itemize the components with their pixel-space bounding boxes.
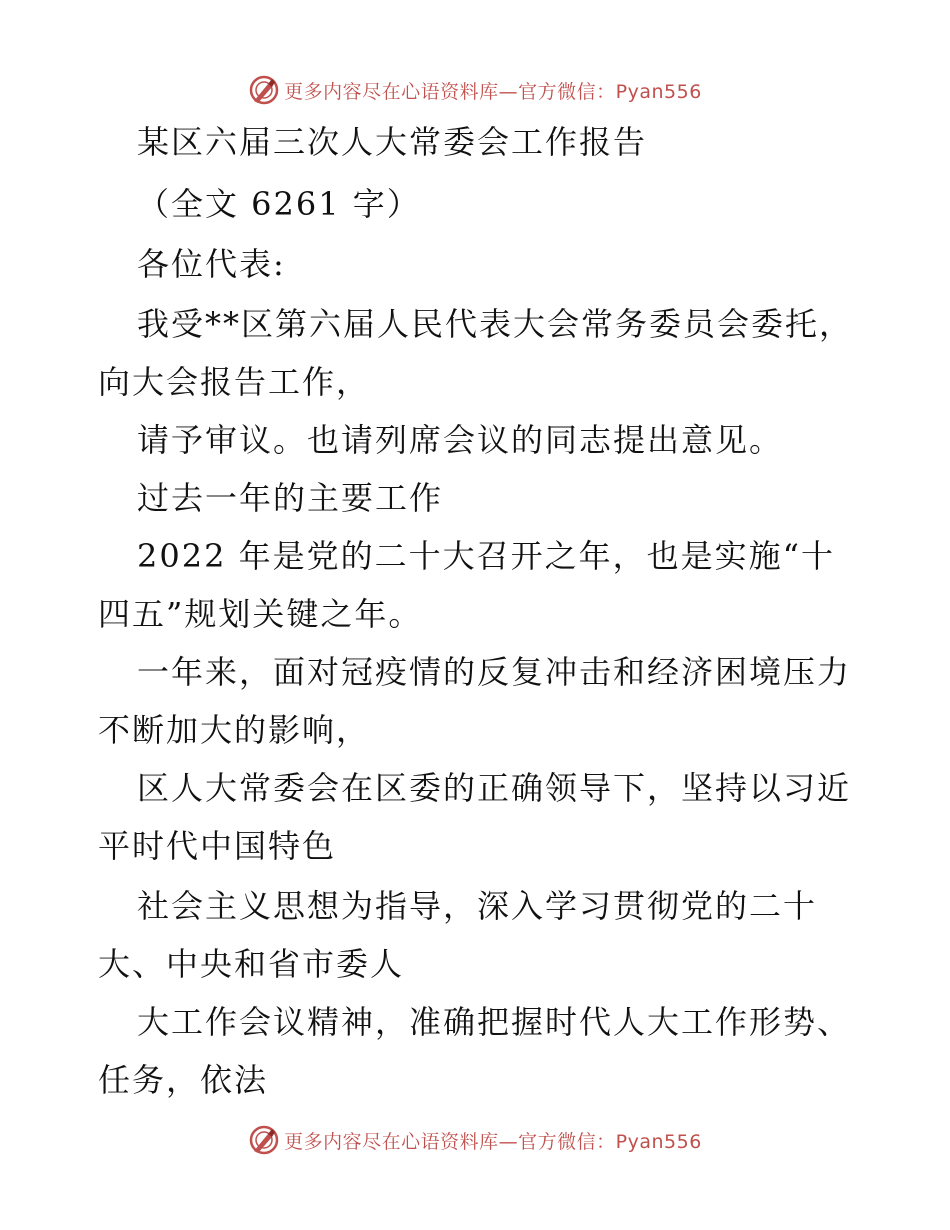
doc-line: 大工作会议精神，准确把握时代人大工作形势、 [137, 1003, 852, 1041]
watermark-text: 更多内容尽在心语资料库—官方微信：Pyan556 [284, 1130, 702, 1153]
doc-line: 向大会报告工作， [98, 363, 371, 401]
doc-line: 我受**区第六届人民代表大会常务委员会委托， [137, 305, 854, 343]
doc-line: 四五”规划关键之年。 [98, 595, 423, 633]
doc-line: 任务，依法 [98, 1061, 269, 1099]
pen-circle-logo-icon [248, 1124, 280, 1156]
watermark-banner-top [0, 70, 950, 110]
doc-line: 请予审议。也请列席会议的同志提出意见。 [137, 421, 784, 459]
doc-line: 某区六届三次人大常委会工作报告 [137, 123, 648, 161]
doc-line: 各位代表: [137, 245, 286, 283]
doc-line: 大、中央和省市委人 [98, 945, 405, 983]
doc-line: 2022 年是党的二十大召开之年，也是实施“十 [137, 537, 835, 575]
watermark-banner-bottom [0, 1120, 950, 1160]
doc-line: 社会主义思想为指导，深入学习贯彻党的二十 [137, 887, 818, 925]
watermark-text: 更多内容尽在心语资料库—官方微信：Pyan556 [284, 80, 702, 103]
doc-line: 一年来，面对冠疫情的反复冲击和经济困境压力 [137, 653, 852, 691]
doc-line: 过去一年的主要工作 [137, 479, 444, 517]
doc-line: （全文 6261 字） [137, 185, 421, 223]
doc-line: 不断加大的影响， [98, 711, 371, 749]
doc-line: 平时代中国特色 [98, 827, 337, 865]
pen-circle-logo-icon [248, 74, 280, 106]
doc-line: 区人大常委会在区委的正确领导下，坚持以习近 [137, 769, 852, 807]
